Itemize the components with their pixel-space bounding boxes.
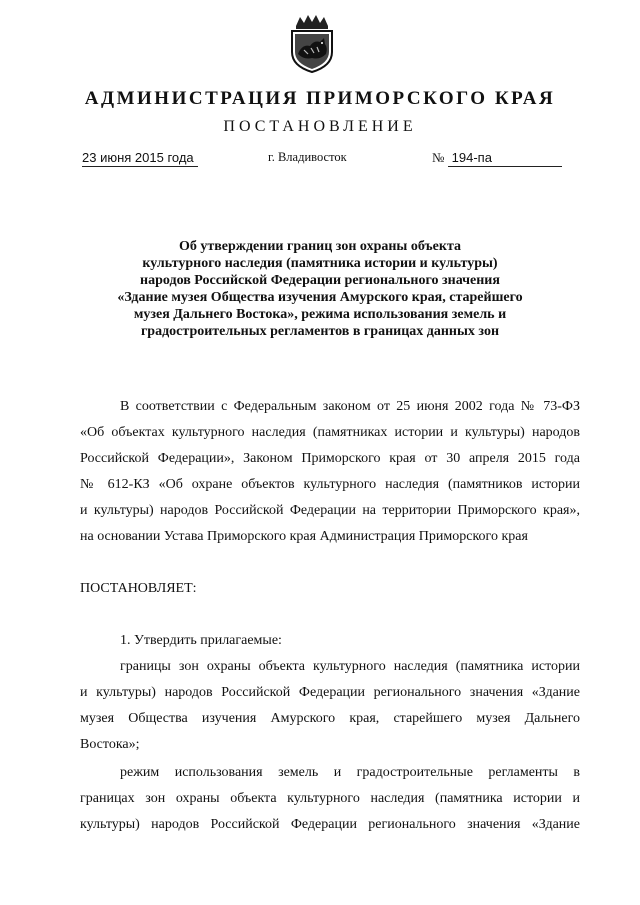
text-line: границах зон охраны объекта культурного наследия (памятника истории и bbox=[80, 791, 580, 806]
title-line: Об утверждении границ зон охраны объекта bbox=[178, 239, 461, 254]
preamble-paragraph bbox=[80, 394, 580, 550]
text-line: Российской Федерации», Законом Приморского края от 30 апреля 2015 года bbox=[80, 451, 580, 466]
document-city: г. Владивосток bbox=[268, 150, 347, 164]
text-line: музея Общества изучения Амурского края, старейшего музея Дальнего bbox=[80, 711, 580, 726]
text-line: ПОСТАНОВЛЯЕТ: bbox=[80, 581, 197, 596]
title-line: градостроительных регламентов в границах данных зон bbox=[140, 324, 500, 339]
document-number bbox=[432, 150, 562, 167]
document-date: 23 июня 2015 года bbox=[82, 150, 198, 167]
document-type: ПОСТАНОВЛЕНИЕ bbox=[223, 118, 417, 135]
document-title bbox=[90, 238, 550, 340]
text-line: режим использования земель и градостроительные регламенты в bbox=[120, 765, 580, 780]
text-line: и культуры) народов Российской Федерации регионального значения «Здание bbox=[80, 685, 580, 700]
text-line: «Об объектах культурного наследия (памятниках истории и культуры) народов bbox=[80, 425, 580, 440]
item-1 bbox=[80, 628, 580, 654]
text-line: культуры) народов Российской Федерации регионального значения «Здание bbox=[80, 817, 580, 832]
text-line: Востока»; bbox=[80, 737, 140, 752]
text-line: В соответствии с Федеральным законом от 25 июня 2002 года № 73-ФЗ bbox=[120, 399, 580, 414]
borders-paragraph bbox=[80, 654, 580, 758]
title-line: музея Дальнего Востока», режима использования земель и bbox=[133, 307, 507, 322]
text-line: 1. Утвердить прилагаемые: bbox=[120, 633, 282, 648]
regime-paragraph bbox=[80, 760, 580, 838]
number-value: 194-па bbox=[448, 150, 562, 167]
organization-name: АДМИНИСТРАЦИЯ ПРИМОРСКОГО КРАЯ bbox=[84, 88, 556, 109]
resolves-heading bbox=[80, 576, 580, 602]
text-line: и культуры) народов Российской Федерации на территории Приморского края», bbox=[80, 503, 580, 518]
title-line: «Здание музея Общества изучения Амурского края, старейшего bbox=[117, 290, 523, 305]
text-line: № 612-КЗ «Об охране объектов культурного наследия (памятников истории bbox=[80, 477, 580, 492]
number-sign: № bbox=[432, 150, 445, 165]
title-line: культурного наследия (памятника истории и культуры) bbox=[142, 256, 498, 271]
coat-of-arms-emblem bbox=[284, 14, 340, 74]
text-line: на основании Устава Приморского края Администрация Приморского края bbox=[80, 529, 528, 544]
text-line: границы зон охраны объекта культурного наследия (памятника истории bbox=[120, 659, 580, 674]
title-line: народов Российской Федерации регионального значения bbox=[140, 273, 500, 288]
